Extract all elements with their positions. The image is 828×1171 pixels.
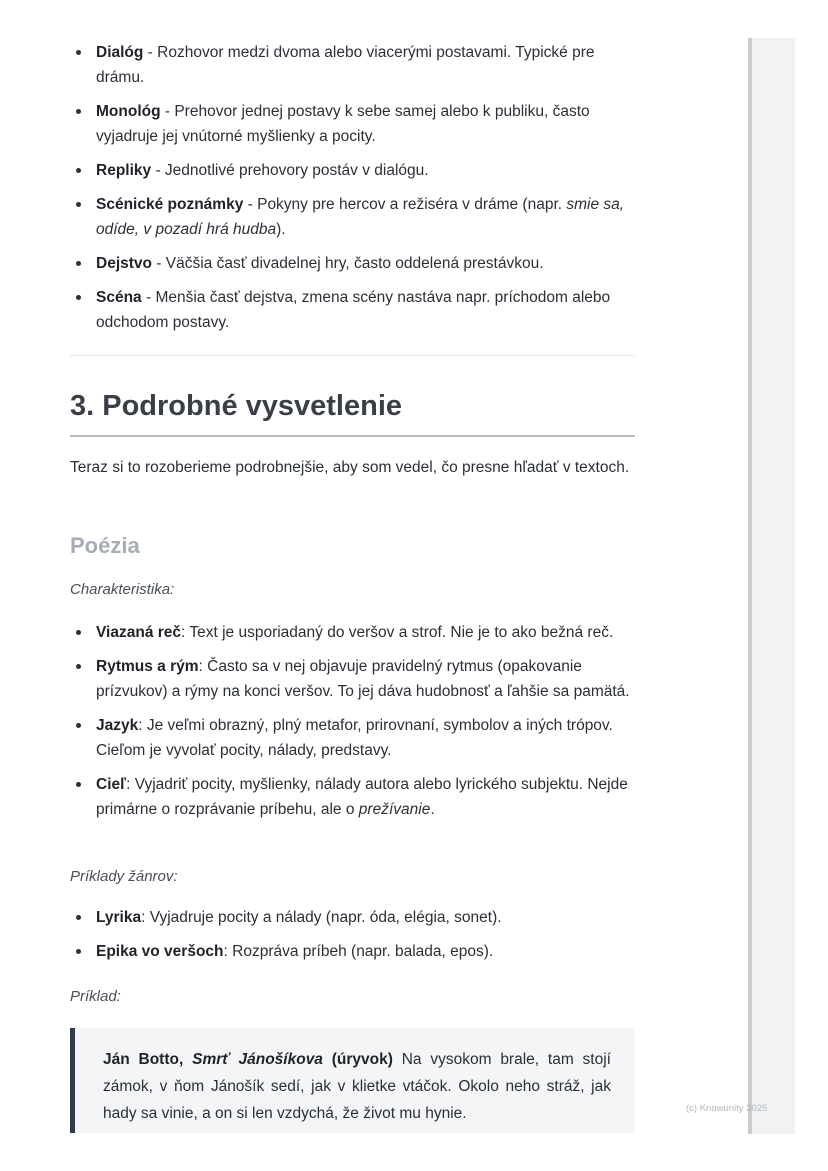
subsection-heading: Poézia — [70, 533, 140, 558]
example-label: Príklad: — [70, 988, 121, 1005]
list-item: Scéna - Menšia časť dejstva, zmena scény nastáva napr. príchodom alebo odchodom postavy. — [70, 285, 635, 335]
section-heading: 3. Podrobné vysvetlenie — [70, 390, 403, 422]
list-item: Viazaná reč: Text je usporiadaný do veršov a strof. Nie je to ako bežná reč. — [70, 620, 635, 645]
list-item: Dialóg - Rozhovor medzi dvoma alebo viacerými postavami. Typické pre drámu. — [70, 40, 635, 90]
intro-paragraph: Teraz si to rozoberieme podrobnejšie, aby som vedel, čo presne hľadať v textoch. — [70, 459, 630, 476]
heading-underline — [70, 435, 635, 437]
drama-terms-list — [70, 40, 635, 335]
list-item: Repliky - Jednotlivé prehovory postáv v dialógu. — [70, 158, 635, 183]
genres-label: Príklady žánrov: — [70, 868, 178, 885]
quote-text: Ján Botto, Smrť Jánošíkova (úryvok) Na vysokom brale, tam stojí zámok, v ňom Jánošík sedí, jak v klietke vtáčok. Okolo neho stráž, jak hady sa vinie, a on si len vzdychá, že život mu hynie. — [103, 1051, 611, 1122]
side-panel — [748, 38, 795, 1134]
list-item: Jazyk: Je veľmi obrazný, plný metafor, prirovnaní, symbolov a iných trópov. Cieľom je vyvolať pocity, nálady, predstavy. — [70, 713, 635, 763]
list-item: Scénické poznámky - Pokyny pre hercov a režiséra v dráme (napr. smie sa, odíde, v pozadí hrá hudba). — [70, 192, 635, 242]
list-item: Cieľ: Vyjadriť pocity, myšlienky, nálady autora alebo lyrického subjektu. Nejde primárne o rozprávanie príbehu, ale o prežívanie. — [70, 772, 635, 822]
list-item: Lyrika: Vyjadruje pocity a nálady (napr. óda, elégia, sonet). — [70, 905, 635, 930]
example-quote — [70, 1028, 635, 1133]
list-item: Epika vo veršoch: Rozpráva príbeh (napr. balada, epos). — [70, 939, 635, 964]
characteristics-label: Charakteristika: — [70, 581, 175, 598]
list-item: Dejstvo - Väčšia časť divadelnej hry, často oddelená prestávkou. — [70, 251, 635, 276]
copyright-notice: (c) Knowunity 2025 — [686, 1103, 768, 1114]
characteristics-list — [70, 620, 635, 822]
genres-list — [70, 905, 635, 964]
list-item: Rytmus a rým: Často sa v nej objavuje pravidelný rytmus (opakovanie prízvukov) a rýmy na konci veršov. To jej dáva hudobnosť a ľahšie sa pamätá. — [70, 654, 635, 704]
section-divider — [70, 355, 635, 356]
list-item: Monológ - Prehovor jednej postavy k sebe samej alebo k publiku, často vyjadruje jej vnútorné myšlienky a pocity. — [70, 99, 635, 149]
